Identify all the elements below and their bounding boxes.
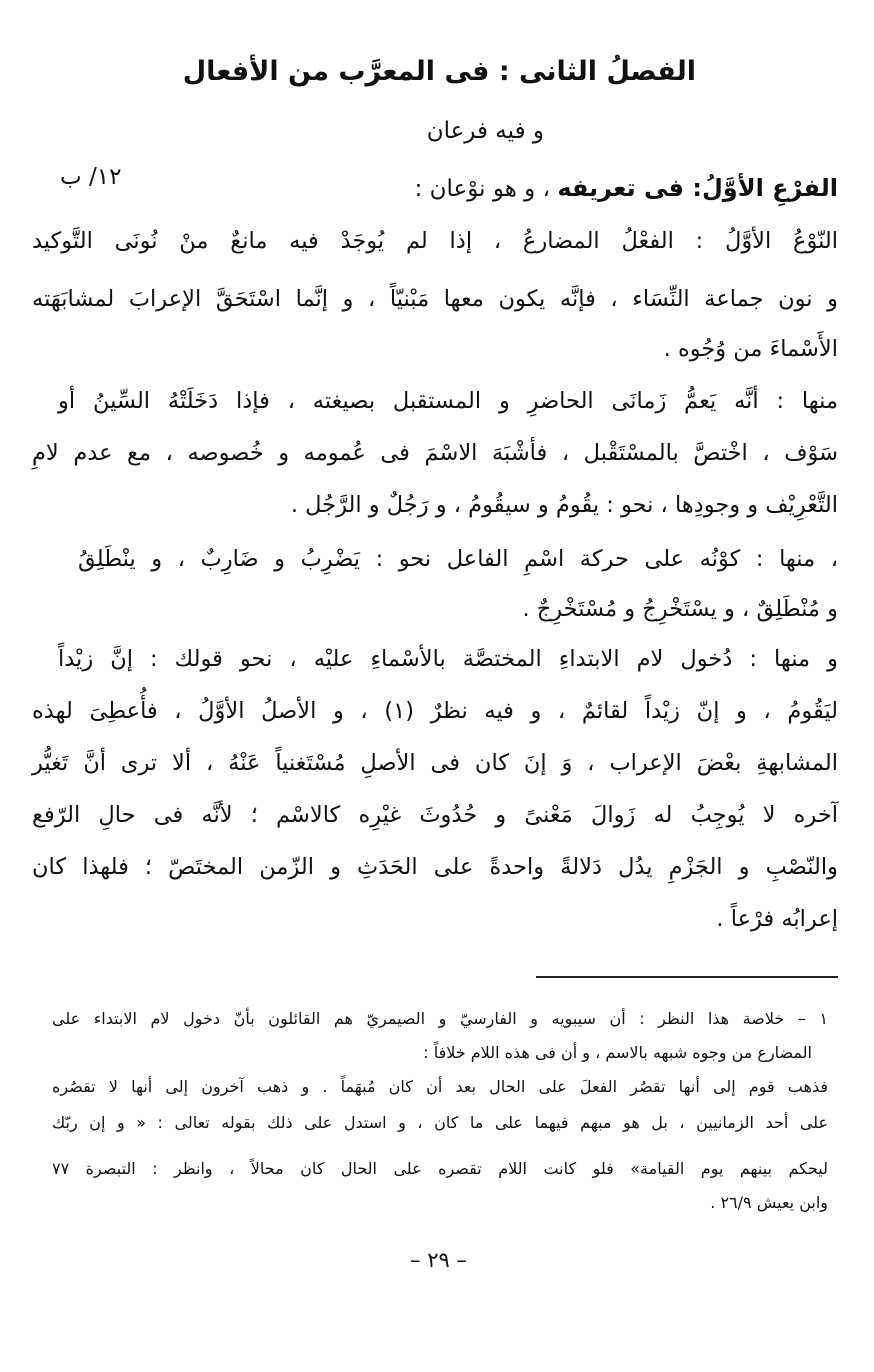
- body-line: ، منها : كوْنُه على حركة اسْمِ الفاعل نحو : يَضْرِبُ و ضَارِبٌ ، و ينْطَلِقُ: [78, 546, 838, 572]
- section-heading: [415, 174, 838, 202]
- chapter-subtitle: و فيه فرعان: [426, 118, 544, 144]
- body-line: منها : أنَّه يَعمُّ زَمانَى الحاضرِ و المستقبل بصيغته ، فإذا دَخَلَتْهُ السِّينُ أو: [58, 388, 838, 414]
- body-line: إعرابُه فرْعاً .: [716, 906, 838, 932]
- footnote-line: وابن يعيش ٢٦/٩ .: [710, 1193, 828, 1212]
- body-line: الأَسْماءَ من وُجُوه .: [663, 336, 838, 362]
- body-line: ليَقُومُ ، و إنّ زيْداً لقائمٌ ، و فيه نظرٌ (١) ، و الأصلُ الأوَّلُ ، فأُعطِىَ لهذه: [32, 698, 838, 724]
- body-line: النّوْعُ الأوَّلُ : الفعْلُ المضارعُ ، إذا لم يُوجَدْ فيه مانعٌ منْ نُونَى التَّوكيد: [32, 228, 838, 254]
- footnote-line: المضارع من وجوه شبهه بالاسم ، و أن فى هذه اللام خلافاً :: [423, 1043, 812, 1062]
- body-line: والنّصْبِ و الجَزْمِ يدُل دَلالةً واحدةً على الحَدَثِ و الزّمن المختَصّ ؛ فلهذا كان: [32, 854, 838, 880]
- body-line: سَوْف ، اخْتصَّ بالمسْتَقْبل ، فأشْبَهَ الاسْمَ فى عُمومه و خُصوصه ، مع عدم لامِ: [32, 440, 838, 466]
- body-line: التَّعْرِيْف و وجودِها ، نحو : يقُومُ و سيقُومُ ، و رَجُلٌ و الرَّجُل .: [290, 492, 838, 518]
- body-line: و منها : دُخول لام الابتداءِ المختصَّة بالأسْماءِ عليْه ، نحو قولك : إنَّ زيْداً: [58, 646, 838, 672]
- footnote-line: فذهب قوم إلى أنها تقصُر الفعلَ على الحال بعد أن كان مُبهَماً . و ذهب آخرون إلى أنها لا تقصُره: [52, 1077, 828, 1096]
- section-heading-rest: ، و هو نوْعان :: [414, 176, 558, 202]
- body-line: و مُنْطَلِقٌ ، و يسْتَخْرِجُ و مُسْتَخْرِجٌ .: [522, 596, 838, 622]
- body-line: المشابهةِ بعْضَ الإعراب ، وَ إنَ كان فى الأصلِ مُسْتَغنياً عَنْهُ ، ألا ترى أنَّ تَغيُّر: [32, 750, 838, 776]
- footnote-line: ليحكم بينهم يوم القيامة» فلو كانت اللام تقصره على الحال كان محالاً ، وانظر : التبصرة ٧٧: [52, 1159, 828, 1178]
- footnote-divider: [536, 976, 838, 978]
- section-heading-bold: الفرْعِ الأوَّلُ: فى تعريفه: [557, 174, 838, 202]
- body-line: و نون جماعة النِّسَاء ، فإنَّه يكون معها مَبْنيّاً ، و إنَّما اسْتَحَقَّ الإعرابَ لمشابَهَته: [32, 286, 838, 312]
- margin-folio-reference: ١٢/ ب: [60, 164, 122, 190]
- chapter-title: الفصلُ الثانى : فى المعرَّب من الأفعال: [182, 56, 696, 87]
- footnote-line: على أحد الزمانيين ، بل هو مبهم فيهما على ما كان ، و استدل على ذلك بقوله تعالى : « و إن ربّك: [52, 1113, 828, 1132]
- body-line: آخره لا يُوجِبُ له زَوالَ مَعْنىً و حُدُوثَ غيْرِه كالاسْم ؛ لأنَّه فى حالِ الرّفع: [32, 802, 838, 828]
- page-number: – ٢٩ –: [410, 1248, 467, 1272]
- footnote-line: ١ – خلاصة هذا النظر : أن سيبويه و الفارسيّ و الصيمريّ هم القائلون بأنّ دخول لام الابتداء على: [52, 1009, 828, 1028]
